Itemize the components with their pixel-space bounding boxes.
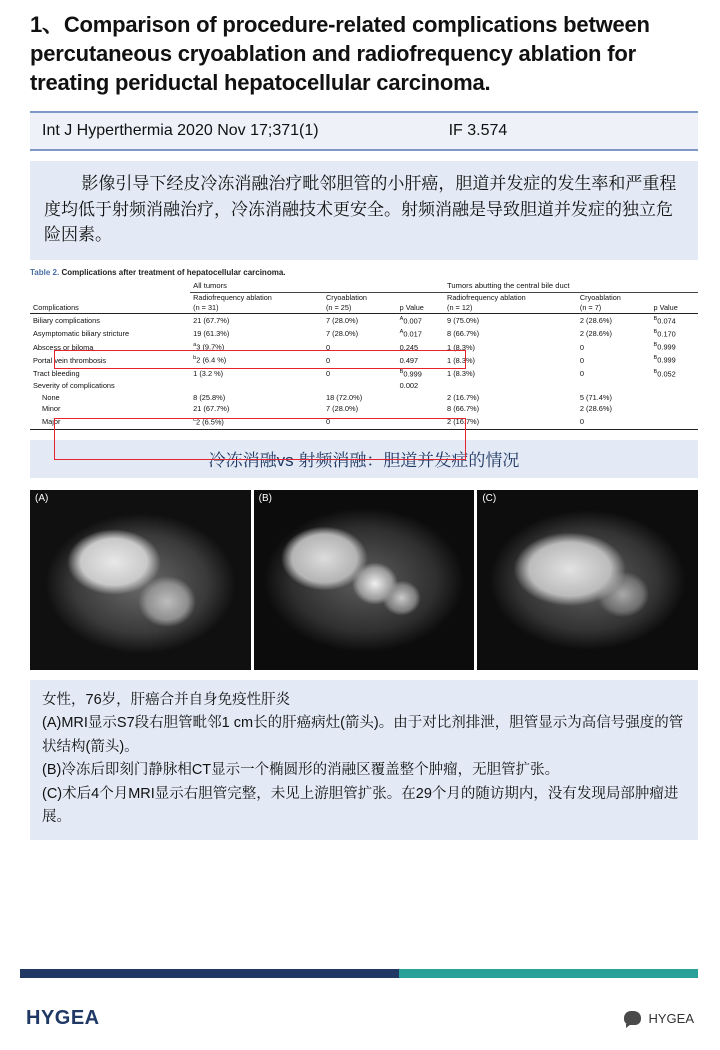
cell-cryo-all: 0 <box>326 369 331 379</box>
table-row <box>30 341 698 354</box>
table-caption <box>30 268 698 277</box>
row-label: Biliary complications <box>33 316 100 326</box>
cell-rfa-all: 21 (67.7%) <box>193 404 230 414</box>
case-note-line-4: (C)术后4个月MRI显示右胆管完整，未见上游胆管扩张。在29个月的随访期内，没有发现局部肿瘤进展。 <box>42 785 679 826</box>
cell-p-abutting: $^B$0.999 <box>653 355 676 365</box>
summary-text: 影像引导下经皮冷冻消融治疗毗邻胆管的小肝癌，胆道并发症的发生率和严重程度均低于射频消融治疗，冷冻消融技术更安全。射频消融是导致胆道并发症的独立危险因素。 <box>44 174 677 245</box>
wechat-attribution <box>624 1011 694 1026</box>
complications-table <box>30 280 698 430</box>
slide-root <box>0 10 720 1050</box>
cell-cryo-all: 7 (28.0%) <box>326 404 359 414</box>
group-header-all-tumors: All tumors <box>190 280 444 293</box>
cell-cryo-all: 0 <box>326 342 331 352</box>
cell-p-abutting: $^B$0.052 <box>653 368 676 379</box>
case-note-line-3: (B)冷冻后即刻门静脉相CT显示一个椭圆形的消融区覆盖整个肿瘤，无胆管扩张。 <box>42 762 560 779</box>
journal-impact-factor: IF 3.574 <box>448 122 508 140</box>
col-header-6: p Value <box>651 292 698 314</box>
cell-p-abutting <box>651 404 698 416</box>
cell-p-abutting: $^B$0.170 <box>653 328 676 339</box>
row-label: Abscess or biloma <box>33 342 94 352</box>
cell-p-abutting: $^B$0.999 <box>653 342 676 352</box>
table-row <box>30 416 698 430</box>
cell-p-all: 0.002 <box>399 380 419 390</box>
cell-p-all: $^A$0.007 <box>399 315 422 326</box>
cell-rfa-abutting: 8 (66.7%) <box>447 329 480 339</box>
cell-cryo-abutting: 0 <box>579 355 585 365</box>
figure-caption-banner <box>30 440 698 478</box>
cell-cryo-all: 0 <box>326 355 331 365</box>
cell-p-all <box>397 416 444 430</box>
footer-color-bars <box>20 969 698 978</box>
col-header-1: Radiofrequency ablation (n = 31) <box>190 292 323 314</box>
col-header-0: Complications <box>30 292 190 314</box>
cell-p-all <box>397 404 444 416</box>
cell-cryo-all: 0 <box>323 416 397 430</box>
table-caption-label: Table 2. <box>30 267 60 277</box>
cell-cryo-abutting: 0 <box>579 342 585 352</box>
cell-cryo-abutting: 2 (28.6%) <box>579 316 612 326</box>
cell-rfa-abutting: 8 (66.7%) <box>447 404 480 414</box>
table-row <box>30 314 698 328</box>
cell-rfa-all: $^a$3 (9.7%) <box>193 342 225 352</box>
table-caption-text: Complications after treatment of hepatocellular carcinoma. <box>61 267 286 277</box>
row-label: Asymptomatic biliary stricture <box>33 329 130 339</box>
cell-rfa-abutting: 9 (75.0%) <box>447 316 480 326</box>
col-header-2: Cryoablation (n = 25) <box>323 292 397 314</box>
cell-cryo-all: 7 (28.0%) <box>326 329 359 339</box>
cell-rfa-abutting <box>444 380 577 392</box>
col-header-4: Radiofrequency ablation (n = 12) <box>444 292 577 314</box>
table-group-header-row <box>30 280 698 293</box>
table-figure <box>30 268 698 430</box>
cell-cryo-all: 18 (72.0%) <box>326 392 363 402</box>
table-column-header-row <box>30 292 698 314</box>
table-row <box>30 404 698 416</box>
summary-panel <box>30 161 698 260</box>
row-label: Tract bleeding <box>33 369 80 379</box>
table-row <box>30 354 698 367</box>
cell-rfa-all: 1 (3.2 %) <box>193 369 224 379</box>
cell-rfa-all: 8 (25.8%) <box>193 392 226 402</box>
cell-cryo-abutting: 5 (71.4%) <box>579 392 612 402</box>
cell-p-all <box>397 392 444 404</box>
row-label: Major <box>30 416 190 430</box>
case-note-line-2: (A)MRI显示S7段右胆管毗邻1 cm长的肝癌病灶(箭头)。由于对比剂排泄，胆管显示为高信号强度的管状结构(箭头)。 <box>42 715 684 755</box>
cell-cryo-abutting: 2 (28.6%) <box>579 404 612 414</box>
image-label-c: (C) <box>482 492 497 504</box>
cell-rfa-abutting: 2 (16.7%) <box>447 392 480 402</box>
cell-cryo-abutting: 2 (28.6%) <box>579 329 612 339</box>
cell-p-all: 0.245 <box>399 342 419 352</box>
cell-cryo-abutting: 0 <box>579 369 585 379</box>
cell-p-abutting <box>651 392 698 404</box>
wechat-label: HYGEA <box>648 1010 694 1026</box>
cell-rfa-all: $^c$2 (6.5%) <box>190 416 323 430</box>
cell-p-abutting <box>651 416 698 430</box>
cell-rfa-all: 19 (61.3%) <box>193 329 230 339</box>
footer <box>0 986 720 1050</box>
row-label: Portal vein thrombosis <box>33 355 107 365</box>
cell-p-all: 0.497 <box>399 355 419 365</box>
image-label-a: (A) <box>35 492 49 504</box>
case-note-line-1: 女性，76岁，肝癌合并自身免疫性肝炎 <box>42 691 291 708</box>
image-panel-b <box>254 490 475 670</box>
footer-bar-teal <box>399 969 698 978</box>
journal-citation: Int J Hyperthermia 2020 Nov 17;371(1) <box>42 122 319 140</box>
row-label: Minor <box>42 404 61 414</box>
cell-rfa-all: 21 (67.7%) <box>193 316 230 326</box>
image-row <box>30 490 698 670</box>
cell-p-abutting: $^B$0.074 <box>653 315 676 326</box>
col-header-5: Cryoablation (n = 7) <box>577 292 651 314</box>
image-panel-a <box>30 490 251 670</box>
cell-p-all: $^B$0.999 <box>399 368 422 379</box>
cell-rfa-abutting: 1 (8.3%) <box>447 369 475 379</box>
figure-caption-text: 冷冻消融vs 射频消融：胆道并发症的情况 <box>208 451 520 471</box>
cell-rfa-all <box>190 380 323 392</box>
cell-rfa-abutting: 1 (8.3%) <box>447 355 475 365</box>
image-panel-c <box>477 490 698 670</box>
brand-logo: HYGEA <box>26 1006 100 1029</box>
col-header-3: p Value <box>397 292 444 314</box>
cell-cryo-all: 7 (28.0%) <box>326 316 359 326</box>
table-row <box>30 367 698 380</box>
cell-cryo-all <box>323 380 397 392</box>
group-header-abutting: Tumors abutting the central bile duct <box>444 280 698 293</box>
wechat-icon <box>624 1011 641 1025</box>
table-row <box>30 380 698 392</box>
cell-rfa-all: $^b$2 (6.4 %) <box>193 355 227 365</box>
journal-bar <box>30 111 698 151</box>
page-title: 1、Comparison of procedure-related complications between percutaneous cryoablation and radiofrequency ablation for treating periductal hepatocellular carcinoma. <box>30 12 650 96</box>
cell-p-all: $^A$0.017 <box>399 328 422 339</box>
row-label: None <box>42 392 60 402</box>
cell-rfa-abutting: 2 (16.7%) <box>444 416 577 430</box>
image-label-b: (B) <box>258 492 273 504</box>
case-notes-panel <box>30 680 698 840</box>
table-row <box>30 327 698 340</box>
cell-rfa-abutting: 1 (8.3%) <box>447 342 475 352</box>
footer-bar-navy <box>20 969 399 978</box>
cell-p-abutting <box>651 380 698 392</box>
table-row <box>30 392 698 404</box>
row-label: Severity of complications <box>33 380 115 390</box>
cell-cryo-abutting: 0 <box>577 416 651 430</box>
cell-cryo-abutting <box>577 380 651 392</box>
